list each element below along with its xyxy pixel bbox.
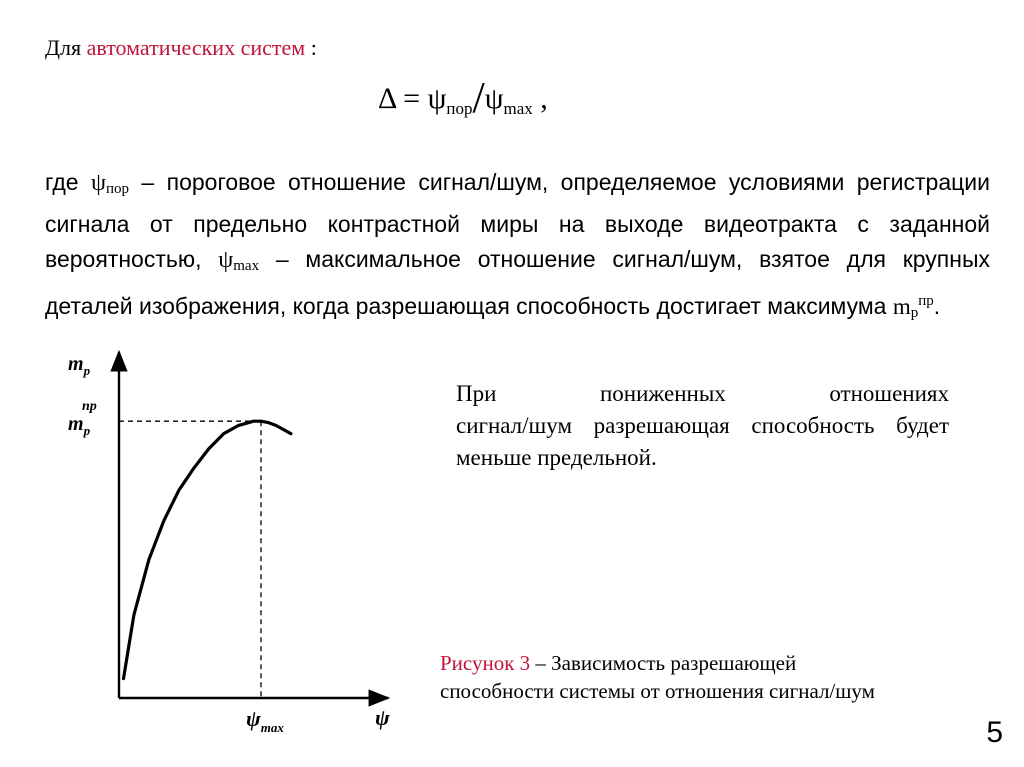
definition-paragraph (45, 165, 990, 331)
para-text-3: – максимальное отношение сигнал/шум, взятое для крупных деталей изображения, когда разрешающая способность достигает максимума (45, 246, 990, 319)
y-marker-sup: пр (82, 399, 97, 414)
formula-eq: = (395, 82, 428, 115)
para-psi-max: ψ (218, 247, 234, 273)
caption-line2: способности системы от отношения сигнал/шум (440, 679, 875, 703)
para-text-2: – пороговое отношение сигнал/шум, определяемое условиями регистрации сигнала от предельно контрастной миры на выходе видеотракта с заданной вероятностью, (45, 169, 990, 272)
para-text-1: где (45, 169, 91, 195)
intro-line (45, 34, 317, 62)
side-text-line1: При пониженных отношениях (456, 381, 949, 406)
formula-sub-max: max (503, 99, 533, 118)
figure-caption (440, 649, 875, 705)
intro-prefix: Для (45, 35, 87, 60)
y-marker-label: $m_p$ (68, 413, 91, 438)
y-axis-label: $m_p$ (68, 353, 91, 378)
para-m-sub: p (910, 305, 919, 321)
para-sub-threshold: пор (106, 181, 130, 197)
formula-slash: / (472, 73, 485, 122)
formula-tail: , (532, 82, 548, 115)
x-axis-label: ψ (375, 705, 390, 730)
x-marker-label: $\psi_{max}$ (246, 706, 284, 735)
formula-delta: Δ (378, 82, 396, 115)
formula-sub-threshold: пор (446, 99, 473, 118)
para-end: . (933, 293, 941, 319)
para-m-sup: пр (918, 293, 934, 309)
side-text (456, 378, 949, 474)
formula-psi-threshold: ψ (427, 82, 447, 115)
formula (378, 73, 548, 129)
page-number: 5 (986, 716, 1003, 749)
para-psi-threshold: ψ (90, 170, 106, 196)
para-m: m (892, 294, 911, 319)
caption-label: Рисунок 3 (440, 651, 531, 675)
resolution-chart (40, 340, 400, 760)
caption-line1: – Зависимость разрешающей (530, 651, 797, 675)
side-text-rest: сигнал/шум разрешающая способность будет меньше предельной. (456, 413, 949, 470)
series-line-0 (124, 421, 291, 678)
intro-accent: автоматических систем (86, 35, 306, 60)
intro-suffix: : (305, 35, 317, 60)
formula-psi-max: ψ (484, 82, 504, 115)
para-sub-max: max (233, 258, 260, 274)
